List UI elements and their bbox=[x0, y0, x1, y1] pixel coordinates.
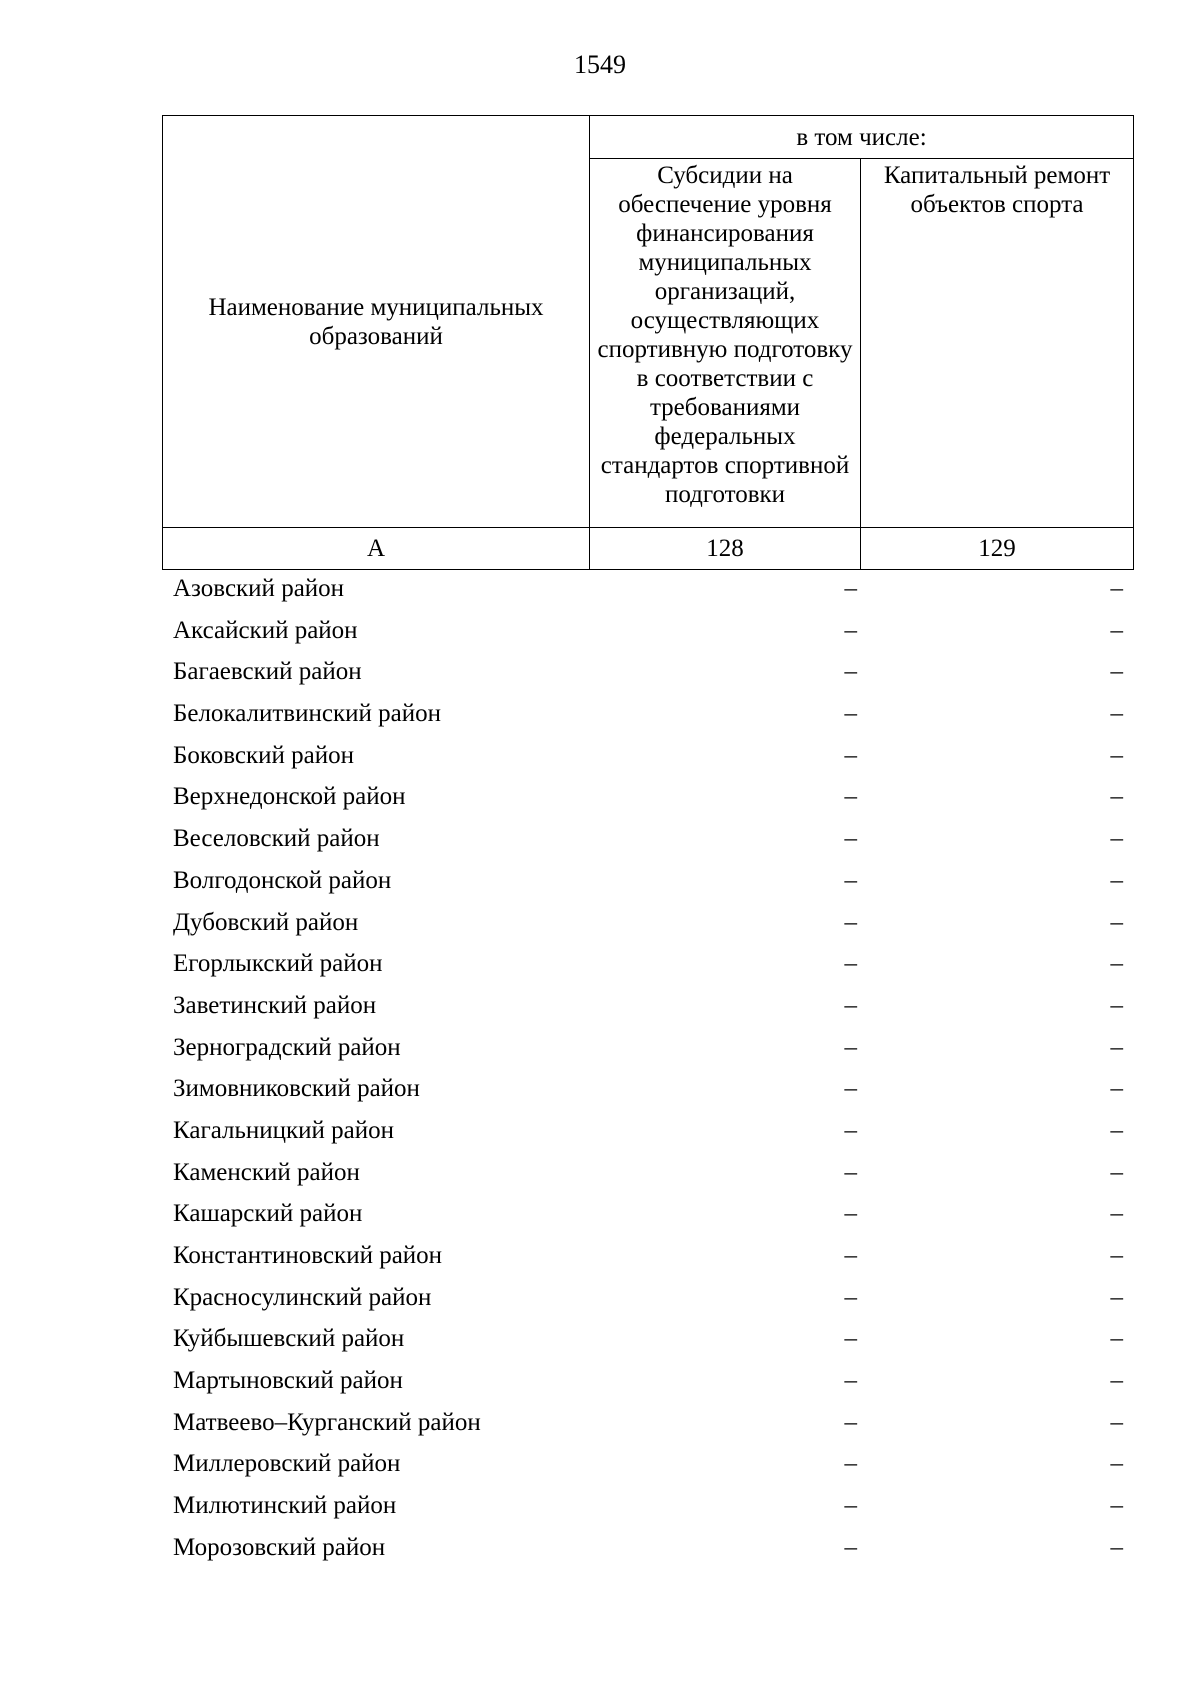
row-value-subsidies: – bbox=[844, 1200, 857, 1228]
row-value-subsidies: – bbox=[844, 1116, 857, 1144]
row-municipality-name: Белокалитвинский район bbox=[173, 700, 441, 728]
row-value-repair: – bbox=[1110, 1533, 1123, 1561]
row-municipality-name: Дубовский район bbox=[173, 908, 359, 936]
row-municipality-name: Заветинский район bbox=[173, 991, 377, 1019]
header-col-subsidies: Субсидии на обеспечение уровня финансирования муниципальных организаций, осуществляющих спортивную подготовку в соответствии с требованиями федеральных стандартов спортивной подготовки bbox=[590, 159, 861, 528]
row-municipality-name: Константиновский район bbox=[173, 1242, 443, 1269]
row-municipality-name: Куйбышевский район bbox=[173, 1325, 405, 1353]
row-municipality-name: Красносулинский район bbox=[173, 1283, 432, 1311]
row-municipality-name: Багаевский район bbox=[173, 658, 362, 686]
row-value-repair: – bbox=[1110, 991, 1123, 1019]
row-value-subsidies: – bbox=[844, 1325, 857, 1353]
row-value-subsidies: – bbox=[844, 1033, 857, 1061]
row-value-repair: – bbox=[1110, 1200, 1123, 1228]
row-municipality-name: Миллеровский район bbox=[173, 1450, 401, 1478]
table-row bbox=[162, 985, 1133, 1027]
table-row bbox=[162, 1277, 1133, 1319]
table-body bbox=[162, 568, 1133, 1569]
table-row bbox=[162, 818, 1133, 860]
header-col-repair: Капитальный ремонт объектов спорта bbox=[861, 159, 1134, 528]
row-value-repair: – bbox=[1110, 1033, 1123, 1061]
row-value-repair: – bbox=[1110, 866, 1123, 894]
row-value-repair: – bbox=[1110, 1116, 1123, 1144]
row-value-subsidies: – bbox=[844, 1367, 857, 1395]
row-value-repair: – bbox=[1110, 575, 1123, 602]
row-value-subsidies: – bbox=[844, 1158, 857, 1186]
row-value-subsidies: – bbox=[844, 741, 857, 769]
row-value-repair: – bbox=[1110, 908, 1123, 936]
row-value-subsidies: – bbox=[844, 658, 857, 686]
row-value-subsidies: – bbox=[844, 616, 857, 644]
row-value-subsidies: – bbox=[844, 825, 857, 853]
table-row bbox=[162, 610, 1133, 652]
row-value-repair: – bbox=[1110, 783, 1123, 811]
row-value-subsidies: – bbox=[844, 866, 857, 894]
row-value-repair: – bbox=[1110, 1158, 1123, 1186]
row-municipality-name: Морозовский район bbox=[173, 1533, 386, 1561]
row-municipality-name: Каменский район bbox=[173, 1158, 360, 1186]
row-value-repair: – bbox=[1110, 950, 1123, 978]
page-number: 1549 bbox=[574, 50, 626, 79]
table-row bbox=[162, 860, 1133, 902]
row-value-repair: – bbox=[1110, 1450, 1123, 1478]
row-value-subsidies: – bbox=[844, 575, 857, 602]
table-row bbox=[162, 1027, 1133, 1069]
header-index-repair: 129 bbox=[861, 528, 1134, 570]
row-municipality-name: Матвеево–Курганский район bbox=[173, 1408, 481, 1436]
row-value-repair: – bbox=[1110, 1367, 1123, 1395]
table-row bbox=[162, 1443, 1133, 1485]
row-municipality-name: Боковский район bbox=[173, 741, 354, 769]
row-value-subsidies: – bbox=[844, 1533, 857, 1561]
header-index-subsidies: 128 bbox=[590, 528, 861, 570]
row-value-repair: – bbox=[1110, 1075, 1123, 1103]
row-value-subsidies: – bbox=[844, 950, 857, 978]
row-value-repair: – bbox=[1110, 616, 1123, 644]
row-municipality-name: Волгодонской район bbox=[173, 866, 392, 894]
row-value-repair: – bbox=[1110, 825, 1123, 853]
table-row bbox=[162, 735, 1133, 777]
table-row bbox=[162, 1193, 1133, 1235]
row-value-subsidies: – bbox=[844, 1242, 857, 1269]
table-row bbox=[162, 1485, 1133, 1527]
table-row bbox=[162, 693, 1133, 735]
table-row bbox=[162, 1360, 1133, 1402]
row-value-repair: – bbox=[1110, 1242, 1123, 1269]
row-value-repair: – bbox=[1110, 1325, 1123, 1353]
table-row bbox=[162, 1152, 1133, 1194]
header-group-label: в том числе: bbox=[590, 116, 1134, 159]
table-row bbox=[162, 776, 1133, 818]
row-value-subsidies: – bbox=[844, 700, 857, 728]
row-municipality-name: Милютинский район bbox=[173, 1492, 397, 1520]
row-municipality-name: Аксайский район bbox=[173, 616, 358, 644]
row-value-repair: – bbox=[1110, 1492, 1123, 1520]
row-municipality-name: Веселовский район bbox=[173, 825, 380, 853]
table-row bbox=[162, 1318, 1133, 1360]
row-value-repair: – bbox=[1110, 741, 1123, 769]
header-name-column: Наименование муниципальных образований bbox=[163, 116, 590, 528]
row-value-subsidies: – bbox=[844, 991, 857, 1019]
row-municipality-name: Верхнедонской район bbox=[173, 783, 406, 811]
row-value-subsidies: – bbox=[844, 1492, 857, 1520]
row-municipality-name: Мартыновский район bbox=[173, 1367, 403, 1395]
row-value-subsidies: – bbox=[844, 1283, 857, 1311]
row-municipality-name: Егорлыкский район bbox=[173, 950, 383, 978]
row-value-repair: – bbox=[1110, 1283, 1123, 1311]
row-value-subsidies: – bbox=[844, 1075, 857, 1103]
table-row bbox=[162, 902, 1133, 944]
row-municipality-name: Зимовниковский район bbox=[173, 1075, 420, 1103]
table-row bbox=[162, 568, 1133, 610]
row-value-repair: – bbox=[1110, 1408, 1123, 1436]
table-row bbox=[162, 1402, 1133, 1444]
row-value-subsidies: – bbox=[844, 783, 857, 811]
row-value-repair: – bbox=[1110, 700, 1123, 728]
row-municipality-name: Кашарский район bbox=[173, 1200, 363, 1228]
row-value-repair: – bbox=[1110, 658, 1123, 686]
row-municipality-name: Азовский район bbox=[173, 575, 345, 602]
header-index-name: А bbox=[163, 528, 590, 570]
row-municipality-name: Кагальницкий район bbox=[173, 1116, 395, 1144]
table-row bbox=[162, 1068, 1133, 1110]
row-value-subsidies: – bbox=[844, 1450, 857, 1478]
table-row bbox=[162, 1110, 1133, 1152]
table-row bbox=[162, 943, 1133, 985]
row-municipality-name: Зерноградский район bbox=[173, 1033, 401, 1061]
row-value-subsidies: – bbox=[844, 1408, 857, 1436]
row-value-subsidies: – bbox=[844, 908, 857, 936]
table-row bbox=[162, 1235, 1133, 1277]
table-row bbox=[162, 651, 1133, 693]
table-header bbox=[162, 115, 1134, 570]
table-row bbox=[162, 1527, 1133, 1569]
